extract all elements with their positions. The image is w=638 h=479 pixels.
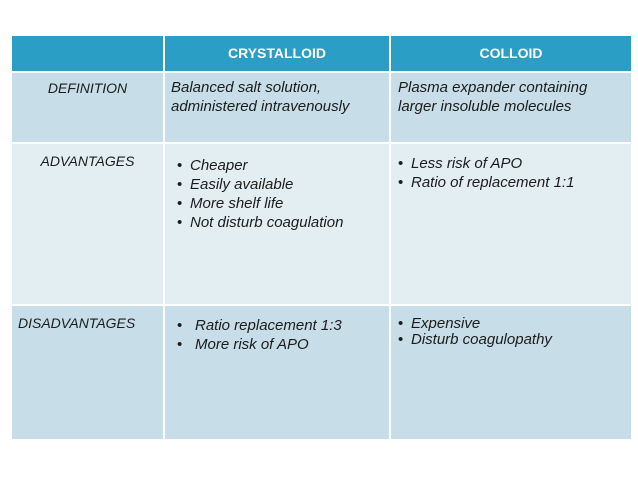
crystalloid-definition-line-2: administered intravenously bbox=[171, 98, 350, 115]
list-item: • Less risk of APO bbox=[398, 155, 523, 172]
bullet-icon: • bbox=[398, 331, 404, 348]
bullet-icon: • bbox=[177, 195, 183, 212]
bullet-icon: • bbox=[177, 214, 183, 231]
list-item: • Cheaper bbox=[177, 157, 248, 174]
colloid-definition-line-2: larger insoluble molecules bbox=[398, 98, 572, 115]
crystalloid-definition bbox=[165, 73, 389, 142]
list-item: • Disturb coagulopathy bbox=[398, 331, 552, 348]
colloid-advantages-list bbox=[391, 144, 631, 192]
bullet-icon: • bbox=[177, 317, 183, 334]
header-crystalloid: CRYSTALLOID bbox=[165, 36, 389, 71]
crystalloid-advantages-list bbox=[165, 144, 389, 232]
bullet-icon: • bbox=[177, 157, 183, 174]
colloid-disadvantages bbox=[391, 306, 631, 439]
list-item: • Not disturb coagulation bbox=[177, 214, 344, 231]
header-colloid: COLLOID bbox=[391, 36, 631, 71]
bullet-icon: • bbox=[177, 336, 183, 353]
list-item: • Ratio replacement 1:3 bbox=[177, 317, 342, 334]
colloid-disadvantages-list bbox=[391, 306, 631, 348]
bullet-icon: • bbox=[177, 176, 183, 193]
crystalloid-disadvantages bbox=[165, 306, 389, 439]
row-label-disadvantages: DISADVANTAGES bbox=[12, 306, 163, 439]
crystalloid-definition-line-1: Balanced salt solution, bbox=[171, 79, 322, 96]
colloid-definition bbox=[391, 73, 631, 142]
colloid-advantages bbox=[391, 144, 631, 304]
header-empty-cell bbox=[12, 36, 163, 71]
list-item: • Ratio of replacement 1:1 bbox=[398, 174, 575, 191]
colloid-definition-line-1: Plasma expander containing bbox=[398, 79, 588, 96]
crystalloid-advantages bbox=[165, 144, 389, 304]
row-label-definition: DEFINITION bbox=[12, 73, 163, 142]
list-item: • Expensive bbox=[398, 315, 481, 332]
list-item: • More shelf life bbox=[177, 195, 284, 212]
bullet-icon: • bbox=[398, 315, 404, 332]
list-item: • Easily available bbox=[177, 176, 294, 193]
row-label-advantages: ADVANTAGES bbox=[12, 144, 163, 304]
comparison-table bbox=[12, 36, 627, 433]
bullet-icon: • bbox=[398, 174, 404, 191]
bullet-icon: • bbox=[398, 155, 404, 172]
list-item: • More risk of APO bbox=[177, 336, 309, 353]
crystalloid-disadvantages-list bbox=[165, 306, 389, 354]
